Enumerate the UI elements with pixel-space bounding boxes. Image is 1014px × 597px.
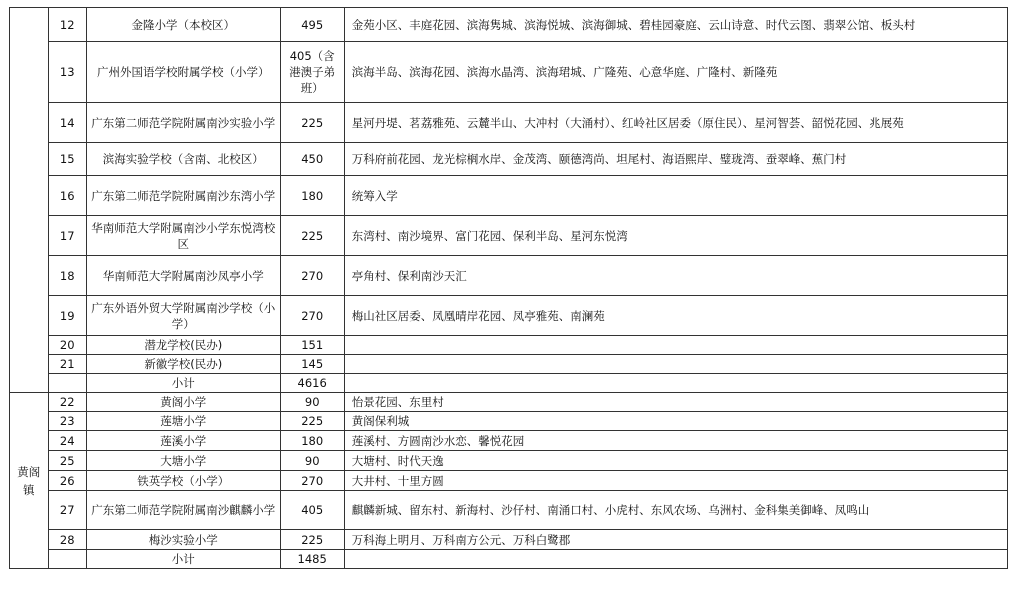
- catchment-area: [344, 336, 1007, 355]
- row-number: 13: [48, 42, 87, 103]
- capacity-cell: 270: [280, 471, 344, 491]
- catchment-area: 万科府前花园、龙光棕榈水岸、金茂湾、颐德湾尚、坦尾村、海语熙岸、璧珑湾、蚕翠峰、蕉门村: [344, 143, 1007, 176]
- row-number: 15: [48, 143, 87, 176]
- subtotal-label: 小计: [87, 374, 281, 393]
- school-name: 广东第二师范学院附属南沙实验小学: [87, 103, 281, 143]
- capacity-cell: 225: [280, 530, 344, 550]
- capacity-cell: 180: [280, 176, 344, 216]
- enrollment-table: [9, 7, 1008, 569]
- table-row: [10, 355, 1008, 374]
- table-row: [10, 431, 1008, 451]
- school-name: 黄阁小学: [87, 393, 281, 412]
- subtotal-label: 小计: [87, 550, 281, 569]
- table-row: [10, 471, 1008, 491]
- row-number: 21: [48, 355, 87, 374]
- capacity-cell: 225: [280, 103, 344, 143]
- subtotal-row: [10, 550, 1008, 569]
- table-row: [10, 176, 1008, 216]
- school-name: 广州外国语学校附属学校（小学）: [87, 42, 281, 103]
- subtotal-value: 4616: [280, 374, 344, 393]
- row-number: 20: [48, 336, 87, 355]
- table-row: [10, 491, 1008, 530]
- school-name: 莲溪小学: [87, 431, 281, 451]
- row-number: 16: [48, 176, 87, 216]
- town-cell: [10, 8, 49, 393]
- capacity-cell: 405: [280, 491, 344, 530]
- row-number: 26: [48, 471, 87, 491]
- capacity-cell: 90: [280, 451, 344, 471]
- table-row: [10, 393, 1008, 412]
- catchment-area: 滨海半岛、滨海花园、滨海水晶湾、滨海珺城、广隆苑、心意华庭、广隆村、新隆苑: [344, 42, 1007, 103]
- row-number: 27: [48, 491, 87, 530]
- catchment-area: 统筹入学: [344, 176, 1007, 216]
- table-row: [10, 256, 1008, 296]
- table-row: [10, 42, 1008, 103]
- row-number: 17: [48, 216, 87, 256]
- school-name: 铁英学校（小学）: [87, 471, 281, 491]
- capacity-cell: 145: [280, 355, 344, 374]
- capacity-cell: 495: [280, 8, 344, 42]
- school-name: 滨海实验学校（含南、北校区）: [87, 143, 281, 176]
- row-number: 14: [48, 103, 87, 143]
- capacity-cell: 225: [280, 216, 344, 256]
- row-number: 28: [48, 530, 87, 550]
- capacity-cell: 151: [280, 336, 344, 355]
- table-row: [10, 336, 1008, 355]
- capacity-cell: 90: [280, 393, 344, 412]
- subtotal-row: [10, 374, 1008, 393]
- school-name: 莲塘小学: [87, 412, 281, 431]
- capacity-cell: 270: [280, 296, 344, 336]
- school-name: 新徽学校(民办): [87, 355, 281, 374]
- table-row: [10, 103, 1008, 143]
- school-name: 广东第二师范学院附属南沙麒麟小学: [87, 491, 281, 530]
- catchment-area: 黄阁保利城: [344, 412, 1007, 431]
- catchment-area: 梅山社区居委、凤凰晴岸花园、凤亭雅苑、南澜苑: [344, 296, 1007, 336]
- table-row: [10, 296, 1008, 336]
- catchment-area: 莲溪村、方圆南沙水恋、馨悦花园: [344, 431, 1007, 451]
- capacity-cell: 270: [280, 256, 344, 296]
- row-number: 22: [48, 393, 87, 412]
- capacity-cell: 180: [280, 431, 344, 451]
- school-name: 广东第二师范学院附属南沙东湾小学: [87, 176, 281, 216]
- table-row: [10, 8, 1008, 42]
- capacity-cell: 405（含港澳子弟班）: [280, 42, 344, 103]
- table-row: [10, 143, 1008, 176]
- row-number: 24: [48, 431, 87, 451]
- table-row: [10, 216, 1008, 256]
- table-row: [10, 412, 1008, 431]
- row-number: 25: [48, 451, 87, 471]
- catchment-area: 大井村、十里方圆: [344, 471, 1007, 491]
- row-number: 23: [48, 412, 87, 431]
- school-name: 大塘小学: [87, 451, 281, 471]
- catchment-area: 麒麟新城、留东村、新海村、沙仔村、南涌口村、小虎村、东风农场、乌洲村、金科集美御峰、凤鸣山: [344, 491, 1007, 530]
- subtotal-value: 1485: [280, 550, 344, 569]
- catchment-area: 万科海上明月、万科南方公元、万科白鹭郡: [344, 530, 1007, 550]
- town-cell: [10, 393, 49, 569]
- row-number: 12: [48, 8, 87, 42]
- catchment-area: 怡景花园、东里村: [344, 393, 1007, 412]
- row-number: 19: [48, 296, 87, 336]
- catchment-area: 东湾村、南沙境界、富门花园、保利半岛、星河东悦湾: [344, 216, 1007, 256]
- school-name: 潜龙学校(民办): [87, 336, 281, 355]
- table-row: [10, 530, 1008, 550]
- catchment-area: 金苑小区、丰庭花园、滨海隽城、滨海悦城、滨海御城、碧桂园豪庭、云山诗意、时代云图、翡翠公馆、板头村: [344, 8, 1007, 42]
- capacity-cell: 450: [280, 143, 344, 176]
- school-name: 梅沙实验小学: [87, 530, 281, 550]
- row-number: 18: [48, 256, 87, 296]
- town-name: 黄阁镇: [17, 464, 41, 497]
- catchment-area: 大塘村、时代天逸: [344, 451, 1007, 471]
- school-name: 华南师范大学附属南沙小学东悦湾校区: [87, 216, 281, 256]
- table-row: [10, 451, 1008, 471]
- catchment-area: [344, 355, 1007, 374]
- school-name: 金隆小学（本校区）: [87, 8, 281, 42]
- catchment-area: 亭角村、保利南沙天汇: [344, 256, 1007, 296]
- school-name: 广东外语外贸大学附属南沙学校（小学）: [87, 296, 281, 336]
- school-name: 华南师范大学附属南沙凤亭小学: [87, 256, 281, 296]
- capacity-cell: 225: [280, 412, 344, 431]
- catchment-area: 星河丹堤、茗荔雅苑、云麓半山、大冲村（大涌村）、红岭社区居委（原住民）、星河智荟、韶悦花园、兆展苑: [344, 103, 1007, 143]
